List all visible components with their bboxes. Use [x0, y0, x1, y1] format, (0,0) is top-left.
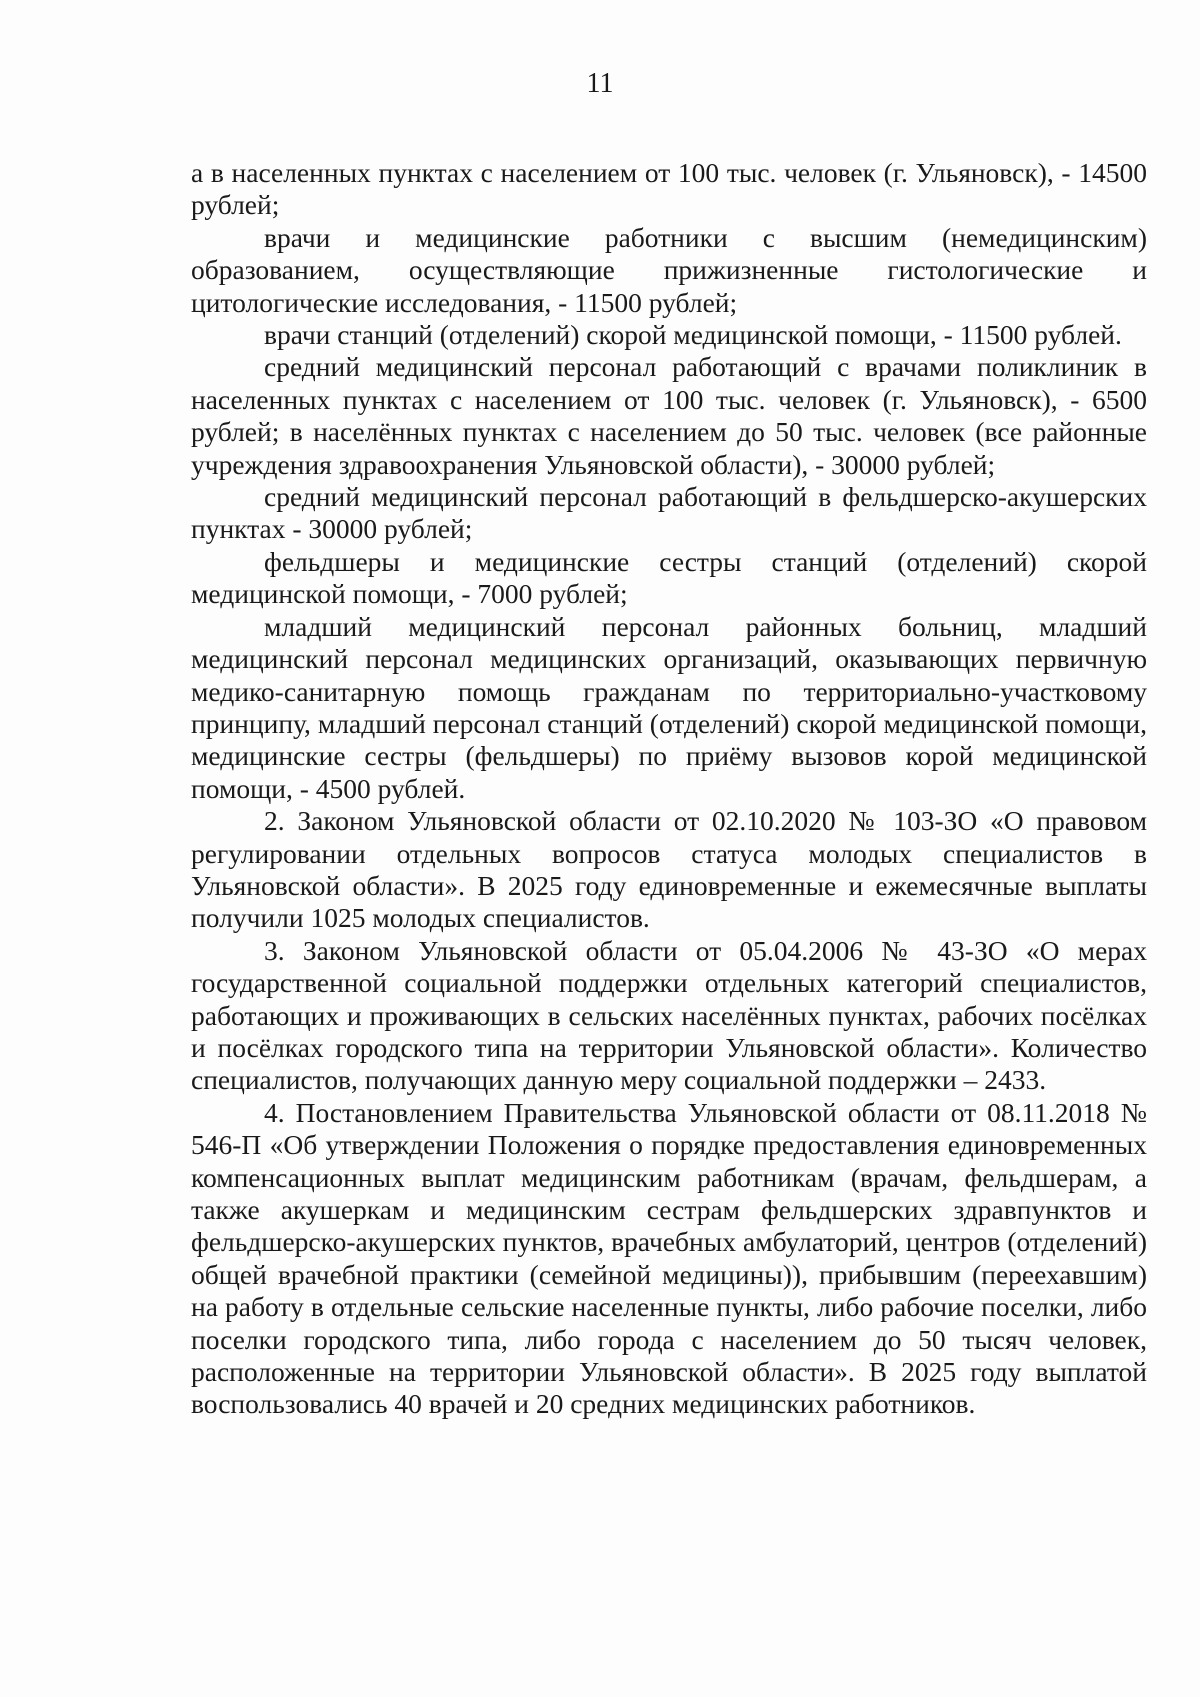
page-number: 11 [586, 68, 614, 99]
document-body [191, 157, 1147, 1421]
paragraph-histology-staff: врачи и медицинские работники с высшим (немедицинским) образованием, осуществляющие прижизненные гистологические и цитологические исследования, - 11500 рублей; [191, 221, 1147, 318]
paragraph-continuation: а в населенных пунктах с населением от 100 тыс. человек (г. Ульяновск), - 14500 рублей; [191, 157, 1147, 221]
paragraph-resolution-546: 4. Постановлением Правительства Ульяновской области от 08.11.2018 № 546-П «Об утверждении Положения о порядке предоставления единовременных компенсационных выплат медицинским работникам (врачам, фельдшерам, а также акушеркам и медицинским сестрам фельдшерских здравпунктов и фельдшерско-акушерских пунктов, врачебных амбулаторий, центров (отделений) общей врачебной практики (семейной медицины)), прибывшим (переехавшим) на работу в отдельные сельские населенные пункты, либо рабочие поселки, либо поселки городского типа, либо города с населением до 50 тысяч человек, расположенные на территории Ульяновской области». В 2025 году выплатой воспользовались 40 врачей и 20 средних медицинских работников. [191, 1096, 1147, 1420]
paragraph-junior-staff: младший медицинский персонал районных больниц, младший медицинский персонал медицинских организаций, оказывающих первичную медико-санитарную помощь гражданам по территориально-участковому принципу, младший персонал станций (отделений) скорой медицинской помощи, медицинские сестры (фельдшеры) по приёму вызовов корой медицинской помощи, - 4500 рублей. [191, 610, 1147, 804]
paragraph-law-103: 2. Законом Ульяновской области от 02.10.2020 № 103-ЗО «О правовом регулировании отдельных вопросов статуса молодых специалистов в Ульяновской области». В 2025 году единовременные и ежемесячные выплаты получили 1025 молодых специалистов. [191, 805, 1147, 934]
paragraph-ambulance-paramedics: фельдшеры и медицинские сестры станций (отделений) скорой медицинской помощи, - 7000 рублей; [191, 545, 1147, 610]
paragraph-nursing-staff-clinics: средний медицинский персонал работающий с врачами поликлиник в населенных пунктах с населением от 100 тыс. человек (г. Ульяновск), - 6500 рублей; в населённых пунктах с населением до 50 тыс. человек (все районные учреждения здравоохранения Ульяновской области), - 30000 рублей; [191, 351, 1147, 480]
paragraph-fap-staff: средний медицинский персонал работающий в фельдшерско-акушерских пунктах - 30000 рублей; [191, 481, 1147, 545]
paragraph-law-43: 3. Законом Ульяновской области от 05.04.2006 № 43-ЗО «О мерах государственной социальной поддержки отдельных категорий специалистов, работающих и проживающих в сельских населённых пунктах, рабочих посёлках и посёлках городского типа на территории Ульяновской области». Количество специалистов, получающих данную меру социальной поддержки – 2433. [191, 934, 1147, 1096]
paragraph-ambulance-doctors: врачи станций (отделений) скорой медицинской помощи, - 11500 рублей. [264, 319, 1122, 351]
